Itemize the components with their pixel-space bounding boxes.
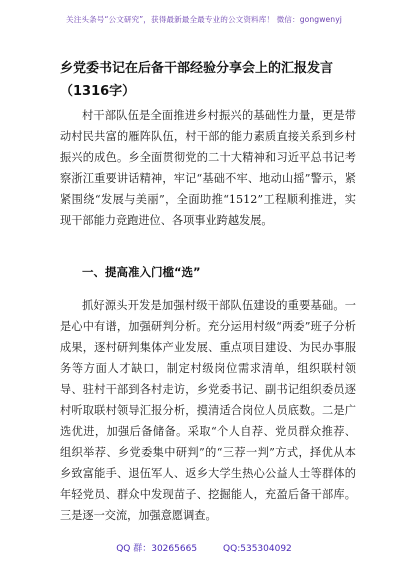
- header-banner: 关注头条号“公文研究”，获得最新最全最专业的公文资料库！ 微信：gongwenyj: [66, 15, 342, 24]
- footer-contact: [0, 541, 408, 554]
- footer-qq: QQ:535304092: [223, 544, 292, 554]
- section-body-paragraph: 抓好源头开发是加强村级干部队伍建设的重要基础。一是心中有谱，加强研判分析。充分运用村级“两委”班子分析成果，逐村研判集体产业发展、重点项目建设、为民办事服务等方面人才缺口，制定村级岗位需求清单，组织联村领导、驻村干部到各村走访，乡党委书记、副书记组织委员逐村听取联村领导汇报分析，摸清适合岗位人员底数。二是广选优进，加强后备储备。采取“个人自荐、党员群众推荐、组织举荐、乡党委集中研判”的“三荐一判”方式，择优从本乡致富能手、退伍军人、返乡大学生热心公益人士等群体的年轻党员、群众中发现苗子、挖掘能人，充盈后备干部库。三是逐一交流，加强意愿调查。: [60, 299, 356, 522]
- intro-paragraph: 村干部队伍是全面推进乡村振兴的基础性力量，更是带动村民共富的雁阵队伍，村干部的能力素质直接关系到乡村振兴的成色。乡全面贯彻党的二十大精神和习近平总书记考察浙江重要讲话精神，牢记“基础不牢、地动山摇”警示，紧紧围绕“发展与美丽”，全面助推“1512”工程顺利推进，实现干部能力竞跑进位、各项事业跨越发展。: [60, 109, 356, 227]
- document-title: 乡党委书记在后备干部经验分享会上的汇报发言（1316字）: [60, 61, 334, 99]
- section-heading: 一、提高准入门槛“选”: [82, 265, 201, 279]
- footer-qq-group: QQ 群：30265665: [116, 544, 198, 554]
